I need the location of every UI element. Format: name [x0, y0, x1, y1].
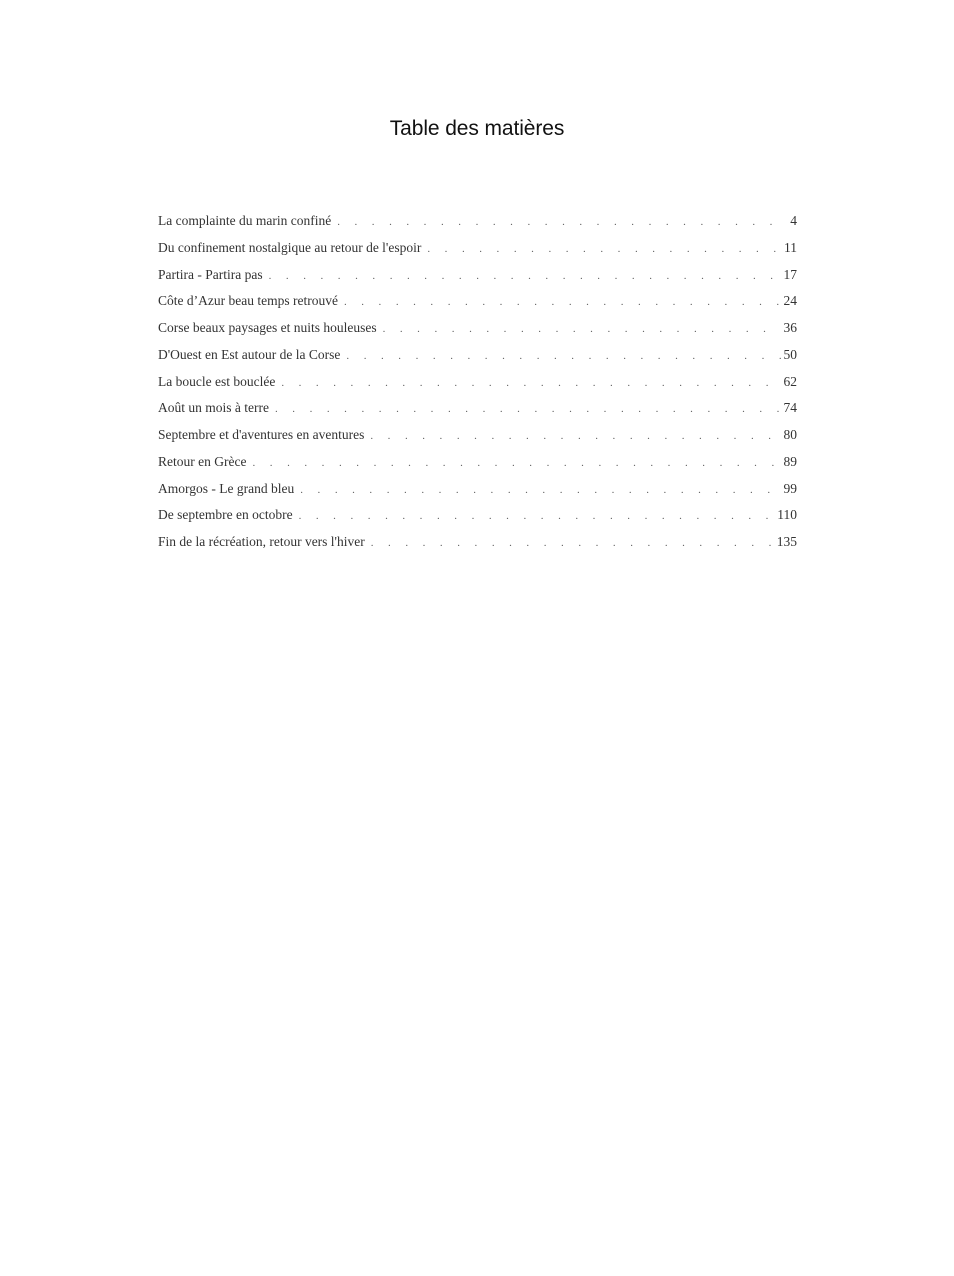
toc-page-number: 4 — [790, 213, 797, 228]
toc-entry-title: Corse beaux paysages et nuits houleuses — [158, 320, 377, 335]
dot-leader — [275, 403, 781, 415]
toc-entry[interactable] — [158, 481, 797, 508]
toc-entry[interactable] — [158, 427, 797, 454]
toc-page-number: 135 — [776, 534, 797, 549]
dot-leader — [337, 216, 787, 228]
toc-page-number: 36 — [783, 320, 797, 335]
toc-page-number: 80 — [783, 427, 797, 442]
table-of-contents — [158, 213, 797, 561]
toc-page-number: 62 — [783, 373, 797, 389]
toc-page-number: 110 — [777, 507, 797, 523]
dot-leader — [281, 377, 780, 389]
toc-entry[interactable] — [158, 213, 797, 240]
toc-entry[interactable] — [158, 507, 797, 534]
toc-entry-title: Retour en Grèce — [158, 453, 247, 469]
toc-entry[interactable] — [158, 454, 797, 481]
toc-entry[interactable] — [158, 347, 797, 374]
toc-page-number: 74 — [783, 400, 797, 416]
dot-leader — [346, 350, 780, 362]
toc-page-number: 11 — [784, 239, 797, 255]
toc-page-number: 17 — [783, 266, 797, 282]
dot-leader — [370, 430, 780, 442]
toc-page-number: 50 — [783, 346, 797, 362]
toc-entry[interactable] — [158, 240, 797, 267]
toc-entry-title: De septembre en octobre — [158, 507, 293, 523]
dot-leader — [344, 296, 781, 308]
toc-entry-title: Fin de la récréation, retour vers l'hiver — [158, 534, 365, 549]
toc-entry[interactable] — [158, 534, 797, 561]
toc-entry-title: D'Ouest en Est autour de la Corse — [158, 346, 341, 362]
toc-entry[interactable] — [158, 293, 797, 320]
dot-leader — [383, 323, 781, 335]
toc-entry-title: Du confinement nostalgique au retour de l'espoir — [158, 239, 422, 255]
toc-entry[interactable] — [158, 400, 797, 427]
dot-leader — [371, 537, 774, 549]
dot-leader — [299, 510, 775, 522]
toc-entry-title: La boucle est bouclée — [158, 373, 276, 389]
dot-leader — [300, 484, 780, 496]
toc-entry-title: Côte d’Azur beau temps retrouvé — [158, 293, 338, 309]
toc-entry[interactable] — [158, 320, 797, 347]
toc-entry-title: Amorgos - Le grand bleu — [158, 480, 295, 496]
toc-page-number: 99 — [783, 480, 797, 496]
toc-page-number: 89 — [783, 453, 797, 469]
toc-entry[interactable] — [158, 374, 797, 401]
dot-leader — [427, 243, 781, 255]
toc-entry-title: Août un mois à terre — [158, 400, 269, 416]
dot-leader — [269, 270, 781, 282]
toc-entry-title: La complainte du marin confiné — [158, 213, 332, 228]
toc-entry-title: Partira - Partira pas — [158, 266, 263, 282]
toc-entry[interactable] — [158, 267, 797, 294]
page-title: Table des matières — [389, 117, 565, 140]
toc-page-number: 24 — [783, 293, 797, 309]
toc-entry-title: Septembre et d'aventures en aventures — [158, 427, 365, 442]
dot-leader — [252, 457, 780, 469]
